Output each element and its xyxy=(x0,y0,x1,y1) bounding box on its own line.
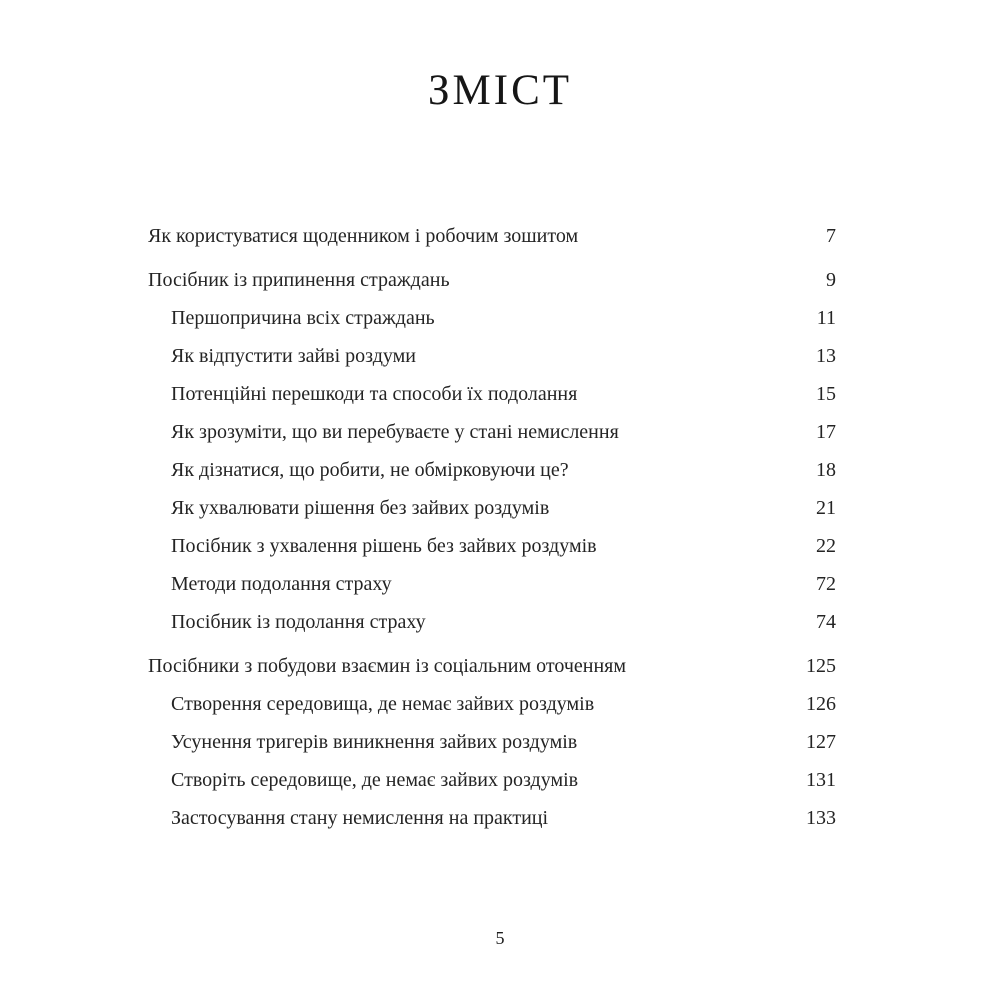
toc-entry xyxy=(148,534,836,558)
toc-entry xyxy=(148,344,836,368)
toc-entry xyxy=(148,692,836,716)
toc-entry xyxy=(148,806,836,830)
toc-entry xyxy=(148,458,836,482)
toc-entry-page-number: 15 xyxy=(816,383,836,405)
toc-entry-label: Як відпустити зайві роздуми xyxy=(171,345,416,367)
toc-entry-page-number: 18 xyxy=(816,459,836,481)
toc-entry-label: Методи подолання страху xyxy=(171,573,392,595)
toc-entry-label: Потенційні перешкоди та способи їх подолання xyxy=(171,383,578,405)
toc-entry xyxy=(148,654,836,678)
toc-entry-label: Застосування стану немислення на практиці xyxy=(171,807,549,829)
footer-page-number: 5 xyxy=(495,928,505,948)
toc-entry-page-number: 133 xyxy=(806,807,836,829)
toc-entry xyxy=(148,420,836,444)
toc-entry-page-number: 22 xyxy=(816,535,836,557)
toc-entry-label: Як ухвалювати рішення без зайвих роздумів xyxy=(171,497,550,519)
toc-entry xyxy=(148,268,836,292)
toc-entry xyxy=(148,224,836,248)
toc-entry-page-number: 72 xyxy=(816,573,836,595)
toc-entry-label: Посібник із припинення страждань xyxy=(148,269,450,291)
toc-entry-page-number: 17 xyxy=(816,421,836,443)
toc-entry-page-number: 11 xyxy=(816,307,836,329)
toc-entry xyxy=(148,730,836,754)
toc-entry-page-number: 126 xyxy=(806,693,836,715)
toc-entry-label: Першопричина всіх страждань xyxy=(171,307,435,329)
toc-entry-page-number: 7 xyxy=(826,225,836,247)
page-title: ЗМІСТ xyxy=(427,67,573,114)
toc-entry-label: Як користуватися щоденником і робочим зошитом xyxy=(148,225,579,247)
toc-entry xyxy=(148,382,836,406)
toc-entry-page-number: 21 xyxy=(816,497,836,519)
toc-entry xyxy=(148,496,836,520)
toc-entry-page-number: 9 xyxy=(826,269,836,291)
toc-entry-page-number: 131 xyxy=(806,769,836,791)
table-of-contents xyxy=(148,224,836,844)
toc-entry-label: Посібник із подолання страху xyxy=(171,611,426,633)
toc-entry-label: Усунення тригерів виникнення зайвих роздумів xyxy=(171,731,578,753)
toc-entry xyxy=(148,610,836,634)
toc-entry xyxy=(148,572,836,596)
toc-entry-page-number: 13 xyxy=(816,345,836,367)
toc-entry-label: Як зрозуміти, що ви перебуваєте у стані немислення xyxy=(171,421,619,443)
toc-entry-label: Як дізнатися, що робити, не обмірковуючи це? xyxy=(171,459,569,481)
toc-entry-label: Створіть середовище, де немає зайвих роздумів xyxy=(171,769,579,791)
toc-entry xyxy=(148,306,836,330)
toc-entry xyxy=(148,768,836,792)
toc-entry-page-number: 74 xyxy=(816,611,836,633)
toc-entry-page-number: 127 xyxy=(806,731,836,753)
toc-entry-label: Створення середовища, де немає зайвих роздумів xyxy=(171,693,595,715)
toc-entry-page-number: 125 xyxy=(806,655,836,677)
toc-entry-label: Посібники з побудови взаємин із соціальним оточенням xyxy=(148,655,627,677)
toc-entry-label: Посібник з ухвалення рішень без зайвих роздумів xyxy=(171,535,597,557)
